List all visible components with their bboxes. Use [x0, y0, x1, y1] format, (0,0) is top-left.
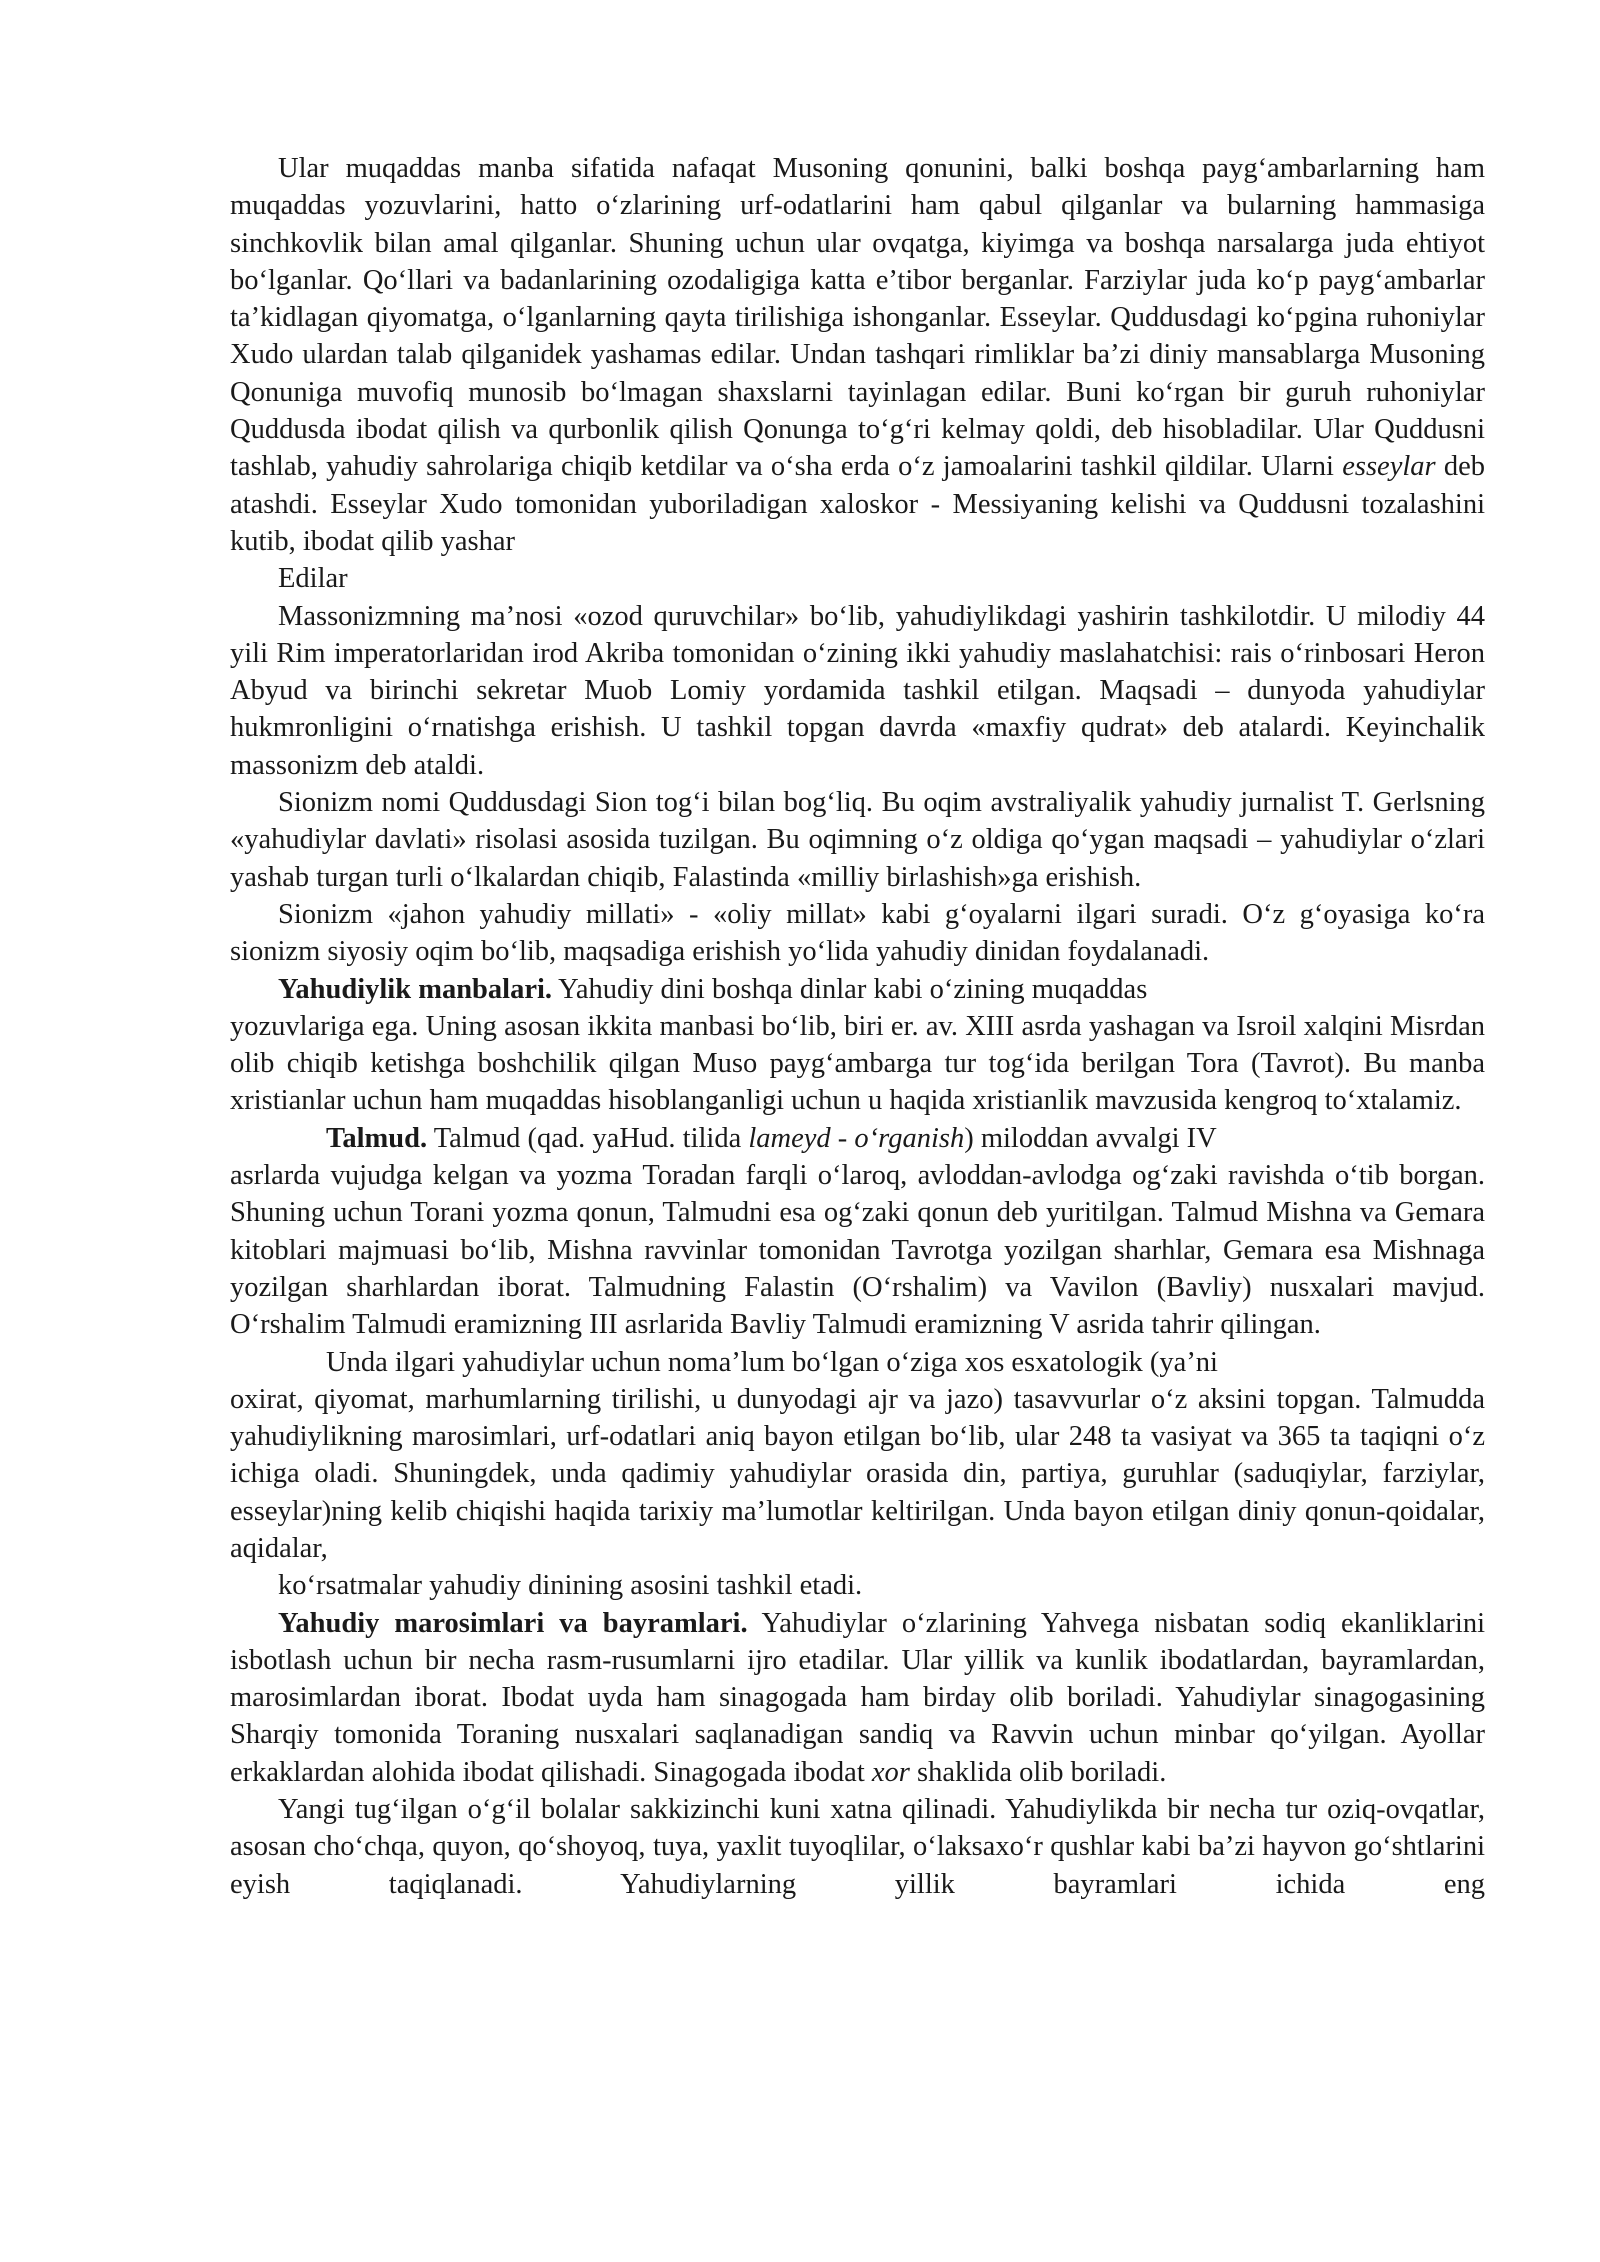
p10-text: Yahudiylar o‘zlarining Yahvega nisbatan sodiq ekanliklarini isbotlash uchun bir necha rasm-rusumlarni ijro etadilar. Ular yillik va kunlik ibodatlardan, bayramlardan, marosimlardan iborat. Ibodat uyda ham sinagogada ham birday olib boriladi. Yahudiylar sinagogasining Sharqiy tomonida Toraning nusxalari saqlanadigan sandiq va Ravvin uchun minbar qo‘yilgan. Ayollar erkaklardan alohida ibodat qilishadi. Sinagogada ibodat [230, 1607, 1485, 1788]
p10-italic-term: xor [871, 1756, 910, 1788]
p6-rest: yozuvlariga ega. Uning asosan ikkita manbasi bo‘lib, biri er. av. XIII asrda yashagan va Isroil xalqini Misrdan olib chiqib ketishga boshchilik qilgan Muso payg‘ambarga tur tog‘ida berilgan Tora (Tavrot). Bu manba xristianlar uchun ham muqaddas hisoblanganligi uchun u haqida xristianlik mavzusida kengroq to‘xtalamiz. [230, 1010, 1485, 1117]
heading-talmud: Talmud. [326, 1122, 428, 1154]
p8-rest: oxirat, qiyomat, marhumlarning tirilishi, u dunyodagi ajr va jazo) tasavvurlar o‘z aksini topgan. Talmudda yahudiylikning marosimlari, urf-odatlari aniq bayon etilgan bo‘lib, ular 248 ta vasiyat va 365 ta taqiqni o‘z ichiga oladi. Shuningdek, unda qadimiy yahudiylar orasida din, partiya, guruhlar (saduqiylar, farziylar, esseylar)ning kelib chiqishi haqida tarixiy ma’lumotlar keltirilgan. Unda bayon etilgan diniy qonun-qoidalar, aqidalar, [230, 1383, 1485, 1564]
paragraph-masonry: Massonizmning ma’nosi «ozod quruvchilar» bo‘lib, yahudiylikdagi yashirin tashkilotdir. U milodiy 44 yili Rim imperatorlaridan irod Akriba tomonidan o‘zining ikki yahudiy maslahatchisi: rais o‘rinbosari Heron Abyud va birinchi sekretar Muob Lomiy yordamida tashkil etilgan. Maqsadi – dunyoda yahudiylar hukmronligini o‘rnatishga erishish. U tashkil topgan davrda «maxfiy qudrat» deb atalardi. Keyinchalik massonizm deb ataldi. [230, 600, 1485, 781]
paragraph-zionism-ideas: Sionizm «jahon yahudiy millati» - «oliy millat» kabi g‘oyalarni ilgari suradi. O‘z g‘oyasiga ko‘ra sionizm siyosiy oqim bo‘lib, maqsadiga erishish yo‘lida yahudiy dinidan foydalanadi. [230, 898, 1485, 968]
paragraph-edilar: Edilar [278, 563, 348, 595]
paragraph-pharisees-essenes [230, 150, 1485, 560]
p1-italic-term: esseylar [1342, 451, 1436, 483]
paragraph-zionism-origin: Sionizm nomi Quddusdagi Sion tog‘i bilan bog‘liq. Bu oqim avstraliyalik yahudiy jurnalist T. Gerlsning «yahudiylar davlati» risolasi asosida tuzilgan. Bu oqimning o‘z oldiga qo‘ygan maqsadi – yahudiylar o‘zlari yashab turgan turli o‘lkalardan chiqib, Falastinda «milliy birlashish»ga erishish. [230, 787, 1485, 893]
p1-tail: deb atashdi. Esseylar Xudo tomonidan yuboriladigan xaloskor - Messiyaning kelishi va Quddusni tozalashini kutib, ibodat qilib yashar [230, 451, 1486, 557]
paragraph-instructions: ko‘rsatmalar yahudiy dinining asosini tashkil etadi. [278, 1570, 863, 1602]
p7-italic-term: lameyd - o‘rganish [748, 1122, 965, 1154]
heading-sources: Yahudiylik manbalari. [278, 973, 553, 1005]
p10-tail: shaklida olib boriladi. [917, 1756, 1167, 1788]
p7-line1a: Talmud (qad. yaHud. tilida [433, 1122, 742, 1154]
p7-line1b: ) miloddan avvalgi IV [964, 1122, 1217, 1154]
document-page [230, 150, 1485, 1903]
p8-line1: Unda ilgari yahudiylar uchun noma’lum bo‘lgan o‘ziga xos esxatologik (ya’ni [326, 1346, 1218, 1378]
paragraph-food-laws: Yangi tug‘ilgan o‘g‘il bolalar sakkizinchi kuni xatna qilinadi. Yahudiylikda bir necha tur oziq-ovqatlar, asosan cho‘chqa, quyon, qo‘shoyoq, tuya, yaxlit tuyoqlilar, o‘laksaxo‘r qushlar kabi ba’zi hayvon go‘shtlarini eyish taqiqlanadi. Yahudiylarning yillik bayramlari ichida eng [230, 1794, 1485, 1900]
paragraph-rituals [230, 1605, 1485, 1791]
paragraph-eschatology [230, 1344, 1485, 1568]
p7-rest: asrlarda vujudga kelgan va yozma Toradan farqli o‘laroq, avloddan-avlodga og‘zaki ravishda o‘tib borgan. Shuning uchun Torani yozma qonun, Talmudni esa og‘zaki qonun deb yuritilgan. Talmud Mishna va Gemara kitoblari majmuasi bo‘lib, Mishna ravvinlar tomonidan Tavrotga yozilgan sharhlar, Gemara esa Mishnaga yozilgan sharhlardan iborat. Talmudning Falastin (O‘rshalim) va Vavilon (Bavliy) nusxalari mavjud. O‘rshalim Talmudi eramizning III asrlarida Bavliy Talmudi eramizning V asrida tahrir qilingan. [230, 1160, 1485, 1341]
p6-line1: Yahudiy dini boshqa dinlar kabi o‘zining muqaddas [558, 973, 1148, 1005]
p1-text: Ular muqaddas manba sifatida nafaqat Musoning qonunini, balki boshqa payg‘ambarlarning ham muqaddas yozuvlarini, hatto o‘zlarining urf-odatlarini ham qabul qilganlar va bularning hammasiga sinchkovlik bilan amal qilganlar. Shuning uchun ular ovqatga, kiyimga va boshqa narsalarga juda ehtiyot bo‘lganlar. Qo‘llari va badanlarining ozodaligiga katta e’tibor berganlar. Farziylar juda ko‘p payg‘ambarlar ta’kidlagan qiyomatga, o‘lganlarning qayta tirilishiga ishonganlar. Esseylar. Quddusdagi ko‘pgina ruhoniylar Xudo ulardan talab qilganidek yashamas edilar. Undan tashqari rimliklar ba’zi diniy mansablarga Musoning Qonuniga muvofiq munosib bo‘lmagan shaxslarni tayinlagan edilar. Buni ko‘rgan bir guruh ruhoniylar Quddusda ibodat qilish va qurbonlik qilish Qonunga to‘g‘ri kelmay qoldi, deb hisobladilar. Ular Quddusni tashlab, yahudiy sahrolariga chiqib ketdilar va o‘sha erda o‘z jamoalarini tashkil qildilar. Ularni [230, 153, 1485, 483]
paragraph-sources [230, 971, 1485, 1120]
heading-rituals: Yahudiy marosimlari va bayramlari. [278, 1607, 748, 1639]
paragraph-talmud [230, 1120, 1485, 1344]
